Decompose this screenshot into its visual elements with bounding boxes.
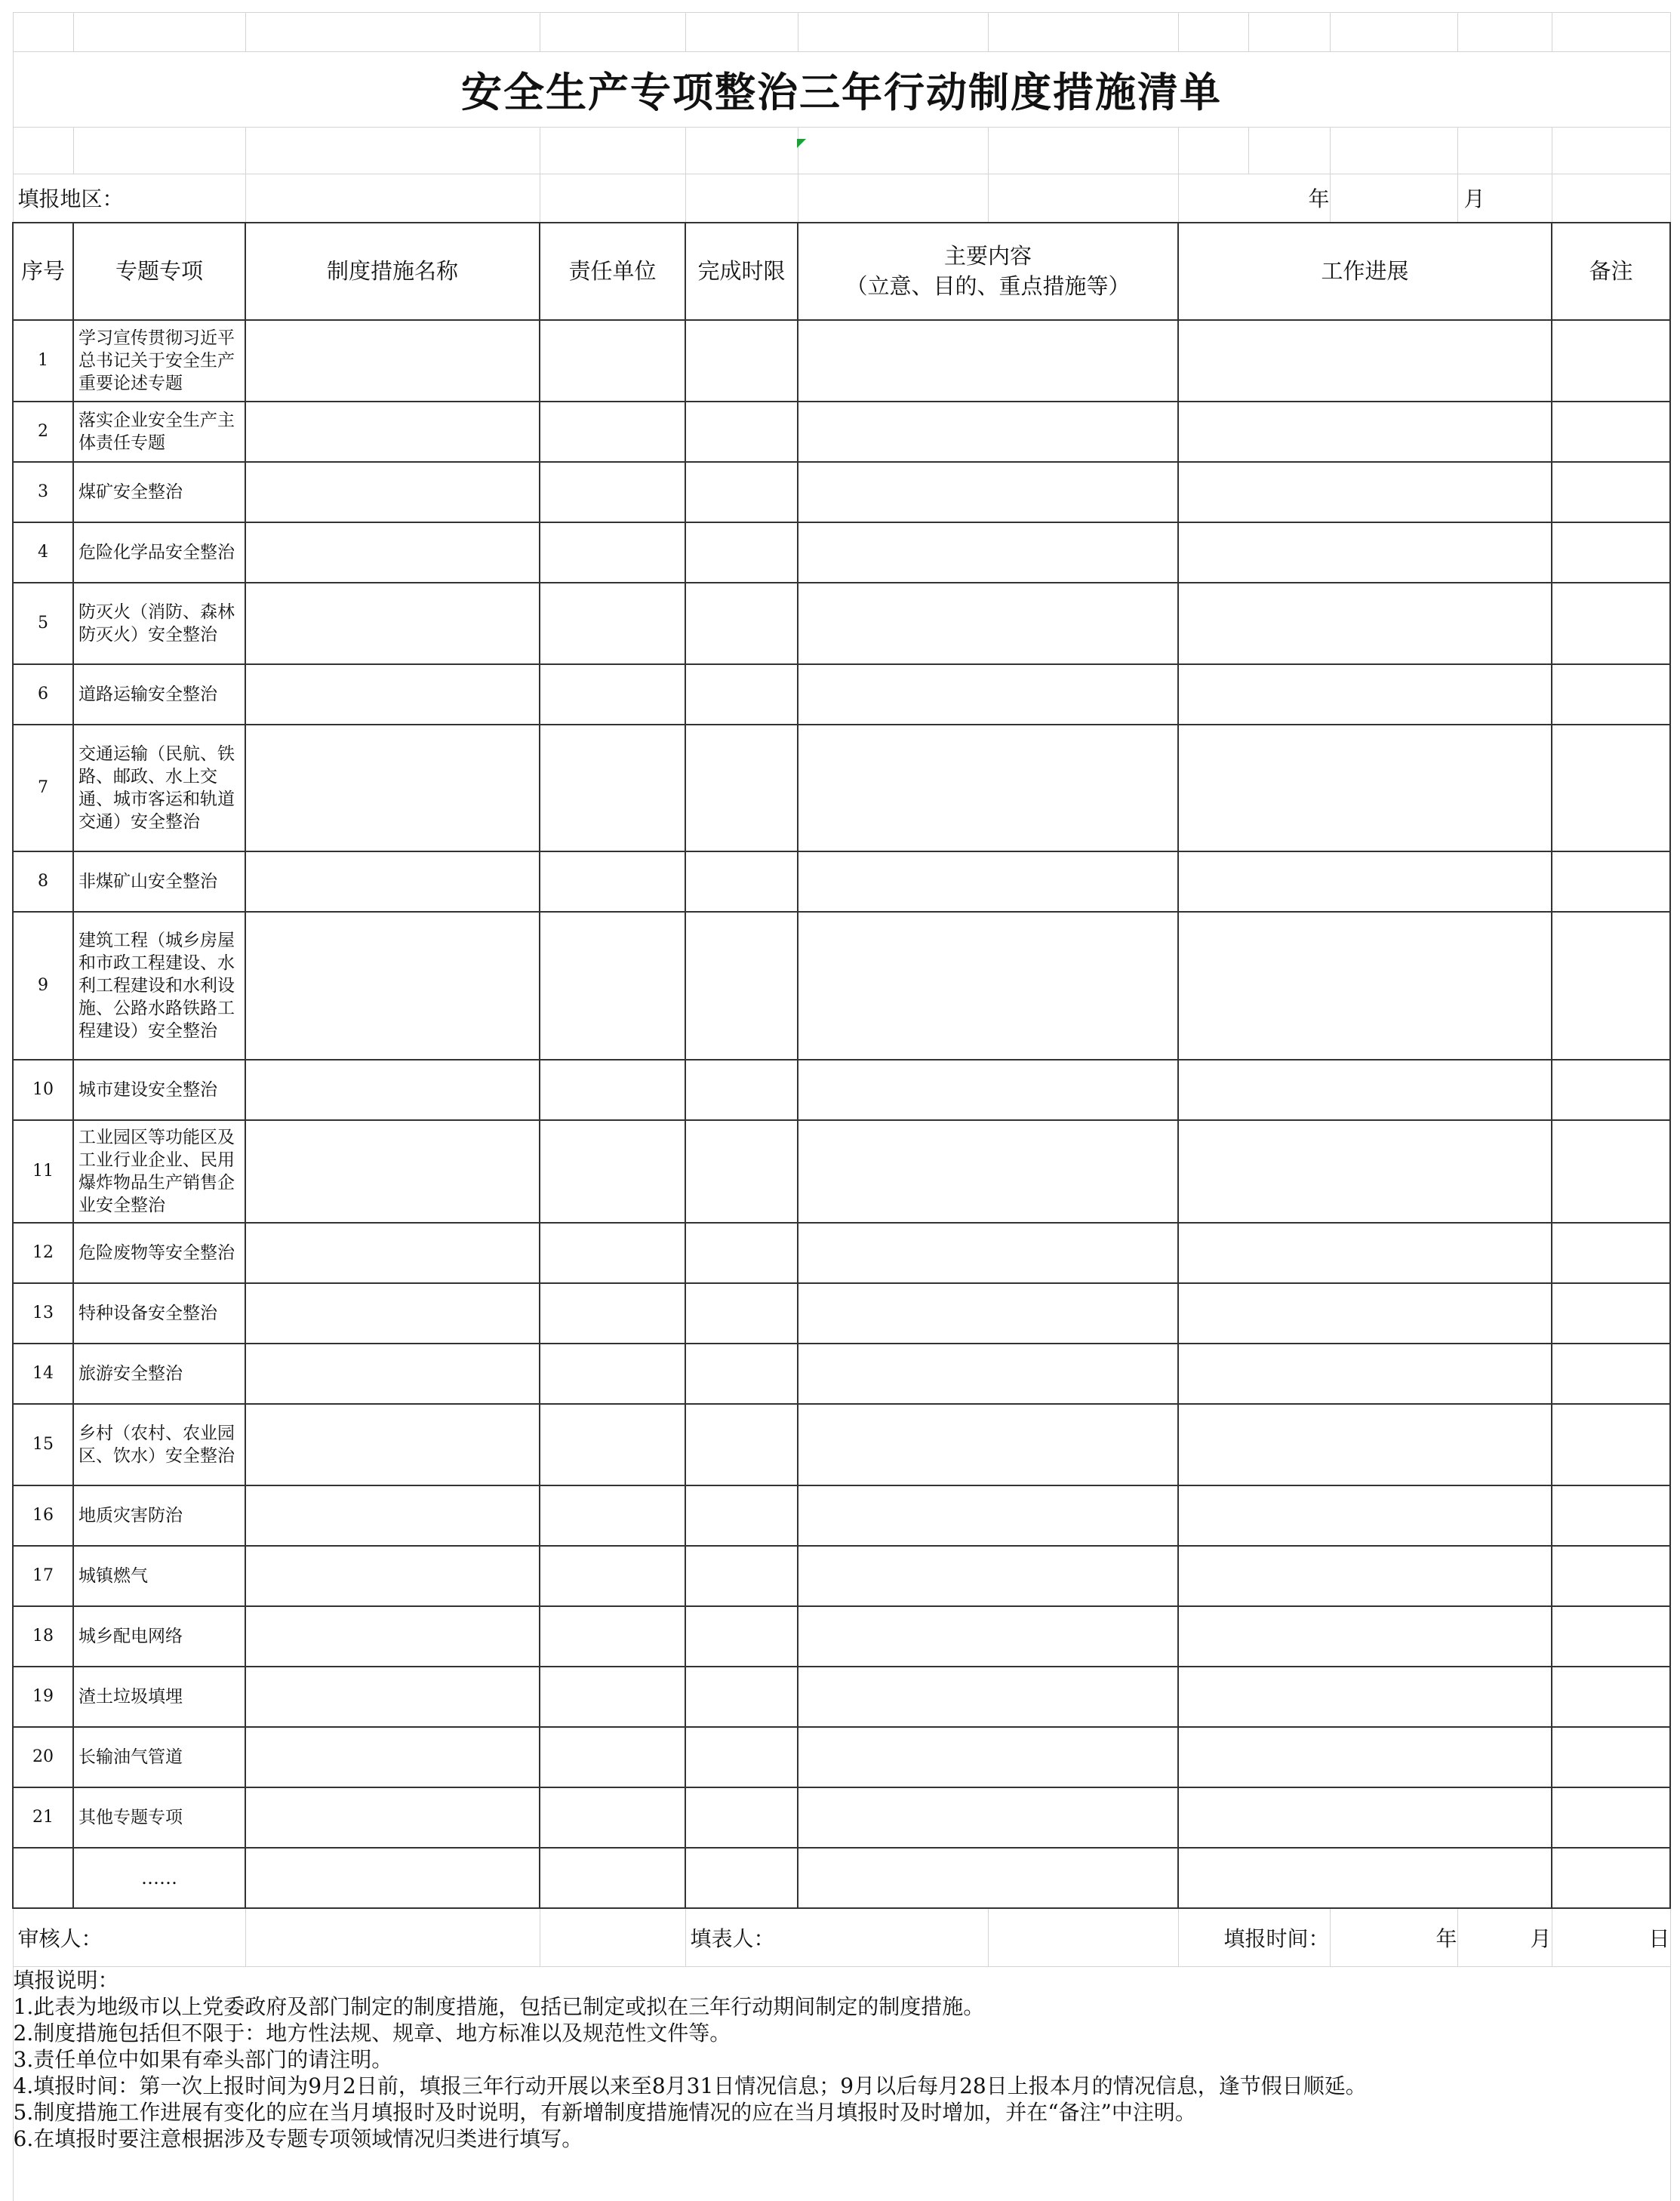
row-remark[interactable] bbox=[1552, 1223, 1670, 1283]
row-measure-name[interactable] bbox=[245, 1787, 540, 1848]
ellipsis[interactable]: …… bbox=[73, 1848, 245, 1908]
row-unit[interactable] bbox=[540, 1727, 685, 1787]
table-row bbox=[13, 1546, 1670, 1606]
row-content[interactable] bbox=[798, 1283, 1178, 1344]
footer-month[interactable]: 月 bbox=[1457, 1908, 1552, 1967]
row-measure-name[interactable] bbox=[245, 1344, 540, 1404]
header-progress[interactable]: 工作进展 bbox=[1178, 223, 1552, 320]
row-topic[interactable]: 城市建设安全整治 bbox=[73, 1060, 245, 1120]
fill-time-label[interactable]: 填报时间： bbox=[1178, 1908, 1330, 1967]
row-topic[interactable]: 非煤矿山安全整治 bbox=[73, 851, 245, 912]
row-progress[interactable] bbox=[1178, 402, 1552, 462]
data-rows bbox=[13, 320, 1670, 1848]
row-content[interactable] bbox=[798, 1727, 1178, 1787]
notes bbox=[13, 1967, 1670, 2201]
row-unit[interactable] bbox=[540, 1606, 685, 1667]
row-measure-name[interactable] bbox=[245, 851, 540, 912]
row-seq[interactable]: 11 bbox=[13, 1120, 73, 1223]
row-seq[interactable]: 12 bbox=[13, 1223, 73, 1283]
row-topic[interactable]: 学习宣传贯彻习近平总书记关于安全生产重要论述专题 bbox=[73, 320, 245, 402]
row-seq[interactable]: 1 bbox=[13, 320, 73, 402]
row-remark[interactable] bbox=[1552, 1404, 1670, 1485]
row-measure-name[interactable] bbox=[245, 1485, 540, 1546]
row-deadline[interactable] bbox=[685, 1223, 798, 1283]
row-topic[interactable]: 乡村（农村、农业园区、饮水）安全整治 bbox=[73, 1404, 245, 1485]
row-content[interactable] bbox=[798, 522, 1178, 583]
row-content[interactable] bbox=[798, 402, 1178, 462]
table-row bbox=[13, 1485, 1670, 1546]
row-seq[interactable]: 5 bbox=[13, 583, 73, 664]
table-row bbox=[13, 1223, 1670, 1283]
row-remark[interactable] bbox=[1552, 912, 1670, 1060]
row-topic[interactable]: 危险废物等安全整治 bbox=[73, 1223, 245, 1283]
title-row bbox=[13, 52, 1670, 128]
header-topic[interactable]: 专题专项 bbox=[73, 223, 245, 320]
row-progress[interactable] bbox=[1178, 320, 1552, 402]
row-topic[interactable]: 防灭火（消防、森林防灭火）安全整治 bbox=[73, 583, 245, 664]
row-content[interactable] bbox=[798, 912, 1178, 1060]
row-seq[interactable]: 14 bbox=[13, 1344, 73, 1404]
row-content[interactable] bbox=[798, 1606, 1178, 1667]
row-deadline[interactable] bbox=[685, 1344, 798, 1404]
row-deadline[interactable] bbox=[685, 522, 798, 583]
blank-grid-row bbox=[13, 128, 1670, 174]
row-progress[interactable] bbox=[1178, 583, 1552, 664]
row-deadline[interactable] bbox=[685, 1485, 798, 1546]
row-unit[interactable] bbox=[540, 320, 685, 402]
table-row bbox=[13, 1344, 1670, 1404]
row-remark[interactable] bbox=[1552, 583, 1670, 664]
row-deadline[interactable] bbox=[685, 664, 798, 725]
row-content[interactable] bbox=[798, 1344, 1178, 1404]
row-deadline[interactable] bbox=[685, 1546, 798, 1606]
row-remark[interactable] bbox=[1552, 1727, 1670, 1787]
row-unit[interactable] bbox=[540, 1404, 685, 1485]
row-remark[interactable] bbox=[1552, 1485, 1670, 1546]
row-topic[interactable]: 特种设备安全整治 bbox=[73, 1283, 245, 1344]
row-content[interactable] bbox=[798, 462, 1178, 522]
row-seq[interactable]: 18 bbox=[13, 1606, 73, 1667]
row-progress[interactable] bbox=[1178, 1120, 1552, 1223]
row-deadline[interactable] bbox=[685, 1667, 798, 1727]
row-unit[interactable] bbox=[540, 1546, 685, 1606]
row-unit[interactable] bbox=[540, 1667, 685, 1727]
note-item: 3.责任单位中如果有牵头部门的请注明。 bbox=[13, 2047, 393, 2072]
row-unit[interactable] bbox=[540, 1787, 685, 1848]
footer-day[interactable]: 日 bbox=[1552, 1908, 1670, 1967]
table-row bbox=[13, 1060, 1670, 1120]
note-item: 4.填报时间：第一次上报时间为9月2日前，填报三年行动开展以来至8月31日情况信息；9月以后每月28日上报本月的情况信息，逢节假日顺延。 bbox=[13, 2073, 1367, 2098]
header-remark[interactable]: 备注 bbox=[1552, 223, 1670, 320]
row-progress[interactable] bbox=[1178, 1223, 1552, 1283]
row-topic[interactable]: 城乡配电网络 bbox=[73, 1606, 245, 1667]
row-progress[interactable] bbox=[1178, 1283, 1552, 1344]
table-row bbox=[13, 912, 1670, 1060]
row-progress[interactable] bbox=[1178, 725, 1552, 851]
reviewer-label[interactable]: 审核人： bbox=[13, 1908, 245, 1967]
row-deadline[interactable] bbox=[685, 320, 798, 402]
row-seq[interactable]: 4 bbox=[13, 522, 73, 583]
notes-list bbox=[14, 1993, 1670, 2152]
table-row bbox=[13, 1283, 1670, 1344]
row-topic[interactable]: 危险化学品安全整治 bbox=[73, 522, 245, 583]
row-content[interactable] bbox=[798, 725, 1178, 851]
row-seq[interactable]: 21 bbox=[13, 1787, 73, 1848]
row-progress[interactable] bbox=[1178, 522, 1552, 583]
row-topic[interactable]: 建筑工程（城乡房屋和市政工程建设、水利工程建设和水利设施、公路水路铁路工程建设）安全整治 bbox=[73, 912, 245, 1060]
row-remark[interactable] bbox=[1552, 462, 1670, 522]
measures-table bbox=[12, 12, 1671, 2201]
row-progress[interactable] bbox=[1178, 851, 1552, 912]
row-remark[interactable] bbox=[1552, 725, 1670, 851]
row-unit[interactable] bbox=[540, 522, 685, 583]
header-content-line2: （立意、目的、重点措施等） bbox=[845, 273, 1131, 299]
row-measure-name[interactable] bbox=[245, 320, 540, 402]
row-progress[interactable] bbox=[1178, 664, 1552, 725]
row-progress[interactable] bbox=[1178, 1546, 1552, 1606]
row-remark[interactable] bbox=[1552, 1606, 1670, 1667]
row-measure-name[interactable] bbox=[245, 583, 540, 664]
row-measure-name[interactable] bbox=[245, 1667, 540, 1727]
table-row bbox=[13, 1120, 1670, 1223]
row-progress[interactable] bbox=[1178, 1404, 1552, 1485]
row-content[interactable] bbox=[798, 1120, 1178, 1223]
row-content[interactable] bbox=[798, 1060, 1178, 1120]
row-unit[interactable] bbox=[540, 851, 685, 912]
row-remark[interactable] bbox=[1552, 522, 1670, 583]
table-row bbox=[13, 1787, 1670, 1848]
row-deadline[interactable] bbox=[685, 1060, 798, 1120]
row-progress[interactable] bbox=[1178, 1606, 1552, 1667]
row-remark[interactable] bbox=[1552, 1787, 1670, 1848]
row-topic[interactable]: 地质灾害防治 bbox=[73, 1485, 245, 1546]
row-deadline[interactable] bbox=[685, 1283, 798, 1344]
row-unit[interactable] bbox=[540, 1120, 685, 1223]
row-content[interactable] bbox=[798, 583, 1178, 664]
row-remark[interactable] bbox=[1552, 402, 1670, 462]
row-remark[interactable] bbox=[1552, 1120, 1670, 1223]
row-unit[interactable] bbox=[540, 1485, 685, 1546]
row-unit[interactable] bbox=[540, 1344, 685, 1404]
row-seq[interactable]: 3 bbox=[13, 462, 73, 522]
row-topic[interactable]: 工业园区等功能区及工业行业企业、民用爆炸物品生产销售企业安全整治 bbox=[73, 1120, 245, 1223]
row-progress[interactable] bbox=[1178, 1787, 1552, 1848]
ellipsis-row bbox=[13, 1848, 1670, 1908]
row-measure-name[interactable] bbox=[245, 664, 540, 725]
filler-label[interactable]: 填表人： bbox=[685, 1908, 988, 1967]
row-topic[interactable]: 渣土垃圾填埋 bbox=[73, 1667, 245, 1727]
row-unit[interactable] bbox=[540, 912, 685, 1060]
row-measure-name[interactable] bbox=[245, 462, 540, 522]
row-topic[interactable]: 道路运输安全整治 bbox=[73, 664, 245, 725]
row-deadline[interactable] bbox=[685, 1727, 798, 1787]
row-seq[interactable]: 20 bbox=[13, 1727, 73, 1787]
row-content[interactable] bbox=[798, 1223, 1178, 1283]
row-progress[interactable] bbox=[1178, 1060, 1552, 1120]
row-deadline[interactable] bbox=[685, 725, 798, 851]
row-content[interactable] bbox=[798, 851, 1178, 912]
row-progress[interactable] bbox=[1178, 1485, 1552, 1546]
note-item: 1.此表为地级市以上党委政府及部门制定的制度措施，包括已制定或拟在三年行动期间制定的制度措施。 bbox=[13, 1994, 985, 2019]
row-seq[interactable]: 19 bbox=[13, 1667, 73, 1727]
row-measure-name[interactable] bbox=[245, 725, 540, 851]
row-topic[interactable]: 其他专题专项 bbox=[73, 1787, 245, 1848]
row-remark[interactable] bbox=[1552, 1060, 1670, 1120]
row-unit[interactable] bbox=[540, 1060, 685, 1120]
row-unit[interactable] bbox=[540, 664, 685, 725]
row-content[interactable] bbox=[798, 664, 1178, 725]
row-content[interactable] bbox=[798, 320, 1178, 402]
row-topic[interactable]: 落实企业安全生产主体责任专题 bbox=[73, 402, 245, 462]
row-measure-name[interactable] bbox=[245, 1223, 540, 1283]
row-content[interactable] bbox=[798, 1404, 1178, 1485]
row-unit[interactable] bbox=[540, 402, 685, 462]
row-measure-name[interactable] bbox=[245, 1546, 540, 1606]
row-remark[interactable] bbox=[1552, 1344, 1670, 1404]
header-seq[interactable]: 序号 bbox=[13, 223, 73, 320]
row-unit[interactable] bbox=[540, 462, 685, 522]
table-row bbox=[13, 522, 1670, 583]
footer-year[interactable]: 年 bbox=[1330, 1908, 1457, 1967]
header-content-line1: 主要内容 bbox=[943, 243, 1032, 269]
signature-row bbox=[13, 1908, 1670, 1967]
row-topic[interactable]: 煤矿安全整治 bbox=[73, 462, 245, 522]
row-remark[interactable] bbox=[1552, 1667, 1670, 1727]
note-item: 5.制度措施工作进展有变化的应在当月填报时及时说明，有新增制度措施情况的应在当月填报时及时增加，并在“备注”中注明。 bbox=[13, 2100, 1196, 2125]
row-measure-name[interactable] bbox=[245, 1060, 540, 1120]
row-topic[interactable]: 交通运输（民航、铁路、邮政、水上交通、城市客运和轨道交通）安全整治 bbox=[73, 725, 245, 851]
row-deadline[interactable] bbox=[685, 1404, 798, 1485]
row-content[interactable] bbox=[798, 1546, 1178, 1606]
note-item: 2.制度措施包括但不限于：地方性法规、规章、地方标准以及规范性文件等。 bbox=[13, 2021, 731, 2046]
row-measure-name[interactable] bbox=[245, 912, 540, 1060]
table-row bbox=[13, 1404, 1670, 1485]
row-remark[interactable] bbox=[1552, 851, 1670, 912]
page-title[interactable]: 安全生产专项整治三年行动制度措施清单 bbox=[13, 52, 1670, 128]
row-seq[interactable]: 6 bbox=[13, 664, 73, 725]
row-topic[interactable]: 长输油气管道 bbox=[73, 1727, 245, 1787]
row-unit[interactable] bbox=[540, 1283, 685, 1344]
header-unit[interactable]: 责任单位 bbox=[540, 223, 685, 320]
row-progress[interactable] bbox=[1178, 1667, 1552, 1727]
table-row bbox=[13, 402, 1670, 462]
table-row bbox=[13, 320, 1670, 402]
region-row bbox=[13, 174, 1670, 223]
row-measure-name[interactable] bbox=[245, 522, 540, 583]
year-label[interactable]: 年 bbox=[1178, 174, 1330, 223]
row-measure-name[interactable] bbox=[245, 1404, 540, 1485]
row-progress[interactable] bbox=[1178, 462, 1552, 522]
row-measure-name[interactable] bbox=[245, 1283, 540, 1344]
row-progress[interactable] bbox=[1178, 1344, 1552, 1404]
header-row bbox=[13, 223, 1670, 320]
row-topic[interactable]: 城镇燃气 bbox=[73, 1546, 245, 1606]
region-label[interactable]: 填报地区： bbox=[13, 174, 245, 223]
row-measure-name[interactable] bbox=[245, 1120, 540, 1223]
row-remark[interactable] bbox=[1552, 1546, 1670, 1606]
table-row bbox=[13, 725, 1670, 851]
table-row bbox=[13, 1606, 1670, 1667]
row-deadline[interactable] bbox=[685, 1787, 798, 1848]
row-measure-name[interactable] bbox=[245, 1606, 540, 1667]
table-row bbox=[13, 851, 1670, 912]
row-seq[interactable]: 7 bbox=[13, 725, 73, 851]
table-row bbox=[13, 1727, 1670, 1787]
row-seq[interactable]: 16 bbox=[13, 1485, 73, 1546]
row-deadline[interactable] bbox=[685, 462, 798, 522]
blank-grid-row bbox=[13, 13, 1670, 52]
header-deadline[interactable]: 完成时限 bbox=[685, 223, 798, 320]
table-row bbox=[13, 1667, 1670, 1727]
row-content[interactable] bbox=[798, 1485, 1178, 1546]
row-remark[interactable] bbox=[1552, 1283, 1670, 1344]
row-deadline[interactable] bbox=[685, 1120, 798, 1223]
row-remark[interactable] bbox=[1552, 664, 1670, 725]
month-label[interactable]: 月 bbox=[1457, 174, 1552, 223]
row-seq[interactable]: 8 bbox=[13, 851, 73, 912]
row-deadline[interactable] bbox=[685, 402, 798, 462]
row-seq[interactable]: 2 bbox=[13, 402, 73, 462]
row-deadline[interactable] bbox=[685, 851, 798, 912]
row-progress[interactable] bbox=[1178, 912, 1552, 1060]
row-deadline[interactable] bbox=[685, 1606, 798, 1667]
header-name[interactable]: 制度措施名称 bbox=[245, 223, 540, 320]
row-progress[interactable] bbox=[1178, 1727, 1552, 1787]
row-seq[interactable]: 13 bbox=[13, 1283, 73, 1344]
row-seq[interactable]: 17 bbox=[13, 1546, 73, 1606]
row-unit[interactable] bbox=[540, 725, 685, 851]
row-content[interactable] bbox=[798, 1667, 1178, 1727]
cell-comment-marker bbox=[797, 139, 806, 148]
row-content[interactable] bbox=[798, 1787, 1178, 1848]
row-unit[interactable] bbox=[540, 1223, 685, 1283]
row-seq[interactable]: 10 bbox=[13, 1060, 73, 1120]
row-seq[interactable]: 15 bbox=[13, 1404, 73, 1485]
row-deadline[interactable] bbox=[685, 912, 798, 1060]
row-seq[interactable]: 9 bbox=[13, 912, 73, 1060]
note-item: 6.在填报时要注意根据涉及专题专项领域情况归类进行填写。 bbox=[13, 2126, 583, 2151]
row-remark[interactable] bbox=[1552, 320, 1670, 402]
notes-row bbox=[13, 1967, 1670, 2201]
spreadsheet bbox=[12, 12, 1669, 2201]
row-deadline[interactable] bbox=[685, 583, 798, 664]
header-content[interactable] bbox=[798, 223, 1178, 320]
notes-title: 填报说明： bbox=[13, 1968, 119, 1993]
row-measure-name[interactable] bbox=[245, 1727, 540, 1787]
row-unit[interactable] bbox=[540, 583, 685, 664]
table-row bbox=[13, 462, 1670, 522]
table-row bbox=[13, 583, 1670, 664]
row-topic[interactable]: 旅游安全整治 bbox=[73, 1344, 245, 1404]
table-row bbox=[13, 664, 1670, 725]
row-measure-name[interactable] bbox=[245, 402, 540, 462]
